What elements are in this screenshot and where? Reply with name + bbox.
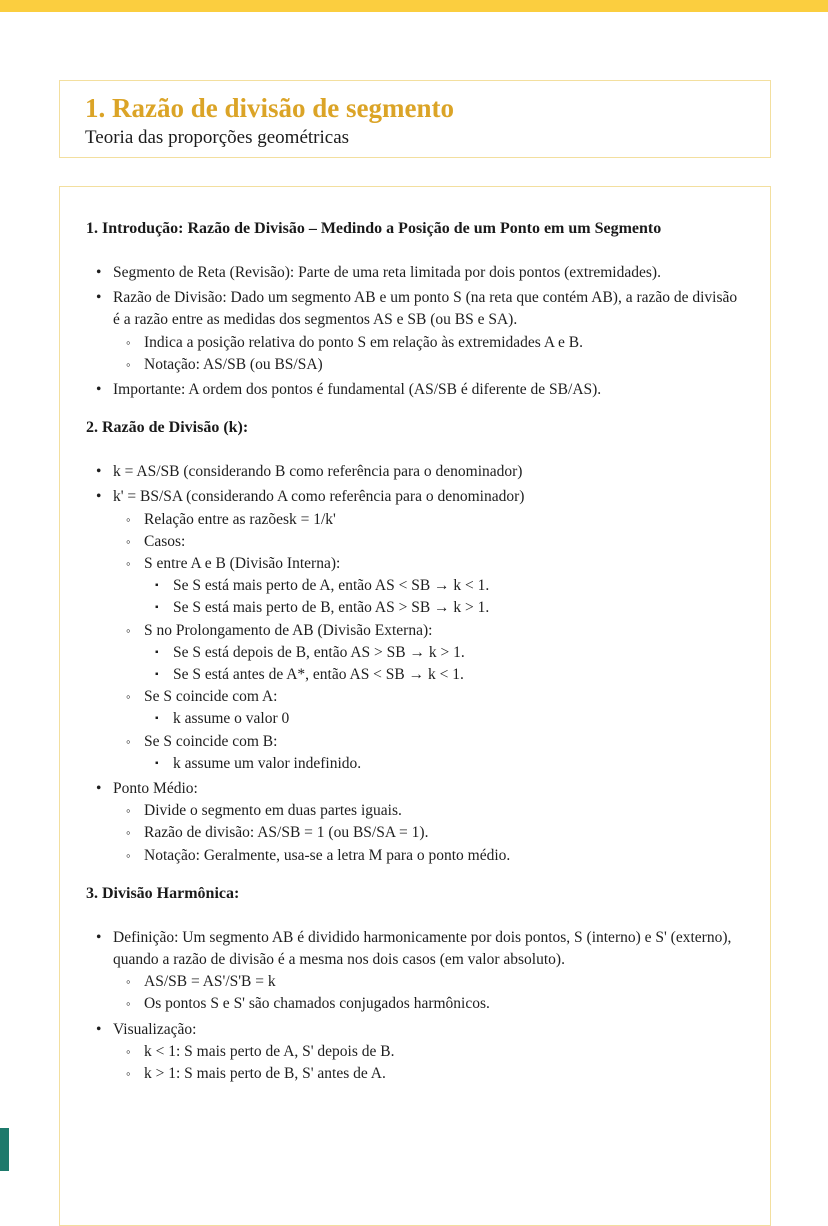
list-item bbox=[86, 287, 744, 331]
square-bullet-icon: ▪ bbox=[155, 757, 159, 769]
square-bullet-icon: ▪ bbox=[155, 713, 159, 725]
circle-bullet-icon: ◦ bbox=[126, 511, 131, 527]
list-item-text: AS/SB = AS'/S'B = k bbox=[144, 973, 276, 991]
list-item-text: Importante: A ordem dos pontos é fundamental (AS/SB é diferente de SB/AS). bbox=[113, 381, 602, 399]
list-item bbox=[86, 620, 744, 642]
list-item bbox=[86, 845, 744, 867]
circle-bullet-icon: ◦ bbox=[126, 996, 131, 1012]
list-item-text: k < 1: S mais perto de A, S' depois de B. bbox=[144, 1042, 395, 1060]
page-title: 1. Razão de divisão de segmento bbox=[85, 93, 454, 123]
circle-bullet-icon: ◦ bbox=[126, 1043, 131, 1059]
list-item bbox=[86, 642, 744, 664]
circle-bullet-icon: ◦ bbox=[126, 533, 131, 549]
list-item-text: k > 1: S mais perto de B, S' antes de A. bbox=[144, 1065, 386, 1083]
list-item-text: k = AS/SB (considerando B como referência para o denominador) bbox=[113, 463, 523, 481]
list-item-text: Ponto Médio: bbox=[113, 780, 198, 798]
list-item bbox=[86, 509, 744, 531]
disc-bullet-icon: • bbox=[96, 463, 102, 481]
circle-bullet-icon: ◦ bbox=[126, 334, 131, 350]
circle-bullet-icon: ◦ bbox=[126, 733, 131, 749]
list-item-text: Se S está depois de B, então AS > SB → k > 1. bbox=[173, 643, 465, 661]
content-section-1 bbox=[86, 218, 744, 401]
list-item bbox=[86, 753, 744, 775]
circle-bullet-icon: ◦ bbox=[126, 847, 131, 863]
square-bullet-icon: ▪ bbox=[155, 646, 159, 658]
circle-bullet-icon: ◦ bbox=[126, 689, 131, 705]
content-section-3 bbox=[86, 883, 744, 1085]
content-card bbox=[59, 186, 771, 1226]
list-item-text: Se S coincide com A: bbox=[144, 688, 278, 706]
circle-bullet-icon: ◦ bbox=[126, 825, 131, 841]
list-item bbox=[86, 379, 744, 401]
list-item-text: Os pontos S e S' são chamados conjugados harmônicos. bbox=[144, 995, 490, 1013]
list-item-text: Se S está antes de A*, então AS < SB → k < 1. bbox=[173, 666, 464, 684]
list-item bbox=[86, 1019, 744, 1041]
list-item-text: Se S está mais perto de A, então AS < SB → k < 1. bbox=[173, 577, 490, 595]
list-item bbox=[86, 1063, 744, 1085]
content-section-2 bbox=[86, 417, 744, 867]
list-item-text: S no Prolongamento de AB (Divisão Externa): bbox=[144, 621, 433, 639]
list-item-text: Indica a posição relativa do ponto S em relação às extremidades A e B. bbox=[144, 333, 584, 351]
circle-bullet-icon: ◦ bbox=[126, 974, 131, 990]
sections-container bbox=[86, 218, 744, 1085]
section-heading: 1. Introdução: Razão de Divisão – Medindo a Posição de um Ponto em um Segmento bbox=[86, 220, 662, 237]
list-item bbox=[86, 708, 744, 730]
list-item bbox=[86, 575, 744, 597]
list-item-text: Definição: Um segmento AB é dividido harmonicamente por dois pontos, S (interno) e S' (externo), quando a razão de divisão é a mesma nos dois casos (em valor absoluto). bbox=[113, 928, 732, 969]
bottom-accent-bar bbox=[0, 1128, 9, 1171]
list-item bbox=[86, 354, 744, 376]
disc-bullet-icon: • bbox=[96, 381, 102, 399]
list-item bbox=[86, 993, 744, 1015]
list-item-text: k assume um valor indefinido. bbox=[173, 754, 362, 772]
list-item bbox=[86, 553, 744, 575]
list-item bbox=[86, 597, 744, 619]
disc-bullet-icon: • bbox=[96, 488, 102, 506]
disc-bullet-icon: • bbox=[96, 289, 102, 307]
list-item-text: Relação entre as razõesk = 1/k' bbox=[144, 510, 336, 528]
square-bullet-icon: ▪ bbox=[155, 580, 159, 592]
list-item bbox=[86, 778, 744, 800]
disc-bullet-icon: • bbox=[96, 264, 102, 281]
list-item bbox=[86, 971, 744, 993]
list-item bbox=[86, 531, 744, 553]
circle-bullet-icon: ◦ bbox=[126, 622, 131, 638]
top-accent-bar bbox=[0, 0, 828, 12]
section-heading: 2. Razão de Divisão (k): bbox=[86, 419, 249, 437]
list-item-text: Casos: bbox=[144, 532, 186, 550]
disc-bullet-icon: • bbox=[96, 780, 102, 798]
circle-bullet-icon: ◦ bbox=[126, 1066, 131, 1082]
circle-bullet-icon: ◦ bbox=[126, 803, 131, 819]
list-item-text: k' = BS/SA (considerando A como referência para o denominador) bbox=[113, 488, 525, 506]
list-item-text: Visualização: bbox=[113, 1020, 197, 1038]
list-item-text: Notação: AS/SB (ou BS/SA) bbox=[144, 355, 323, 373]
list-item bbox=[86, 1041, 744, 1063]
circle-bullet-icon: ◦ bbox=[126, 356, 131, 372]
list-item bbox=[86, 486, 744, 508]
list-item bbox=[86, 664, 744, 686]
list-item-text: k assume o valor 0 bbox=[173, 710, 290, 728]
list-item-text: Razão de divisão: AS/SB = 1 (ou BS/SA = 1). bbox=[144, 824, 429, 842]
list-item bbox=[86, 686, 744, 708]
list-item-text: Notação: Geralmente, usa-se a letra M para o ponto médio. bbox=[144, 846, 511, 864]
disc-bullet-icon: • bbox=[96, 928, 102, 946]
list-item bbox=[86, 332, 744, 354]
list-item-text: Segmento de Reta (Revisão): Parte de uma reta limitada por dois pontos (extremidades). bbox=[113, 264, 661, 281]
section-heading: 3. Divisão Harmônica: bbox=[86, 884, 240, 902]
list-item bbox=[86, 461, 744, 483]
circle-bullet-icon: ◦ bbox=[126, 556, 131, 572]
list-item-text: Divide o segmento em duas partes iguais. bbox=[144, 802, 402, 820]
square-bullet-icon: ▪ bbox=[155, 602, 159, 614]
square-bullet-icon: ▪ bbox=[155, 669, 159, 681]
list-item-text: Se S está mais perto de B, então AS > SB → k > 1. bbox=[173, 599, 490, 617]
list-item-text: S entre A e B (Divisão Interna): bbox=[144, 555, 341, 573]
list-item-text: Se S coincide com B: bbox=[144, 732, 278, 750]
list-item-text: Razão de Divisão: Dado um segmento AB e um ponto S (na reta que contém AB), a razão de divisão é a razão entre as medidas dos segmentos AS e SB (ou BS e SA). bbox=[113, 289, 738, 329]
list-item bbox=[86, 262, 744, 284]
list-item bbox=[86, 927, 744, 971]
disc-bullet-icon: • bbox=[96, 1020, 102, 1038]
list-item bbox=[86, 731, 744, 753]
list-item bbox=[86, 822, 744, 844]
list-item bbox=[86, 800, 744, 822]
title-card bbox=[59, 80, 771, 158]
page-subtitle: Teoria das proporções geométricas bbox=[85, 127, 350, 148]
